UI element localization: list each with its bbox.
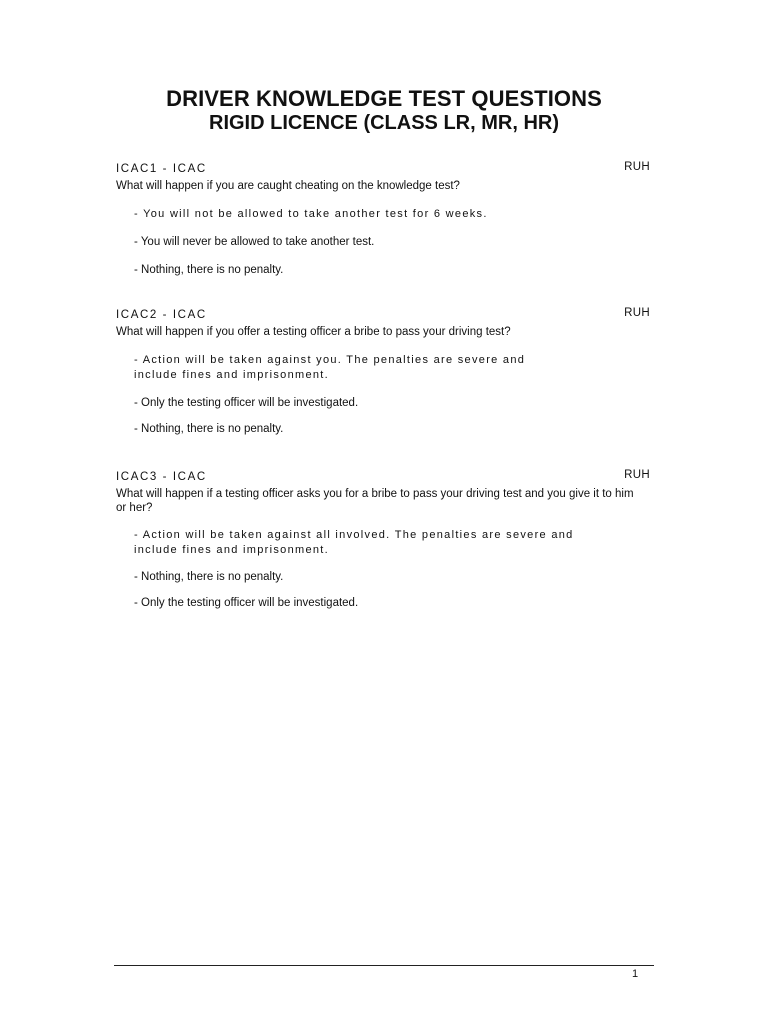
question-block	[116, 161, 650, 278]
licence-class-code: RUH	[624, 307, 650, 319]
question-code: ICAC3 - ICAC	[116, 471, 207, 483]
question-block	[116, 469, 650, 611]
footer-divider	[114, 965, 654, 966]
answer-option: - Nothing, there is no penalty.	[134, 571, 284, 583]
answer-option: - Nothing, there is no penalty.	[134, 264, 284, 276]
answer-option: - Nothing, there is no penalty.	[134, 423, 284, 435]
answer-option: - You will never be allowed to take another test.	[134, 236, 375, 248]
answer-option: - Only the testing officer will be investigated.	[134, 397, 359, 409]
question-header	[116, 161, 650, 179]
question-header	[116, 469, 650, 487]
licence-class-code: RUH	[624, 161, 650, 173]
answer-option: - Action will be taken against all involved. The penalties are severe and include fines and imprisonment.	[134, 529, 574, 556]
answer-option: - Action will be taken against you. The penalties are severe and include fines and imprisonment.	[134, 354, 526, 381]
question-text: What will happen if a testing officer asks you for a bribe to pass your driving test and you give it to him or her?	[116, 488, 634, 514]
question-text: What will happen if you are caught cheating on the knowledge test?	[116, 180, 460, 192]
answer-option: - You will not be allowed to take another test for 6 weeks.	[134, 208, 488, 220]
answer-list	[116, 353, 646, 437]
question-code: ICAC2 - ICAC	[116, 309, 207, 321]
answer-list	[116, 207, 646, 278]
document-subtitle: RIGID LICENCE (CLASS LR, MR, HR)	[209, 112, 559, 134]
question-text: What will happen if you offer a testing officer a bribe to pass your driving test?	[116, 326, 511, 338]
question-code: ICAC1 - ICAC	[116, 163, 207, 175]
answer-option: - Only the testing officer will be investigated.	[134, 597, 359, 609]
licence-class-code: RUH	[624, 469, 650, 481]
question-block	[116, 307, 650, 437]
question-header	[116, 307, 650, 325]
page-number: 1	[632, 968, 639, 980]
answer-list	[116, 528, 646, 611]
document-title: DRIVER KNOWLEDGE TEST QUESTIONS	[166, 86, 602, 111]
